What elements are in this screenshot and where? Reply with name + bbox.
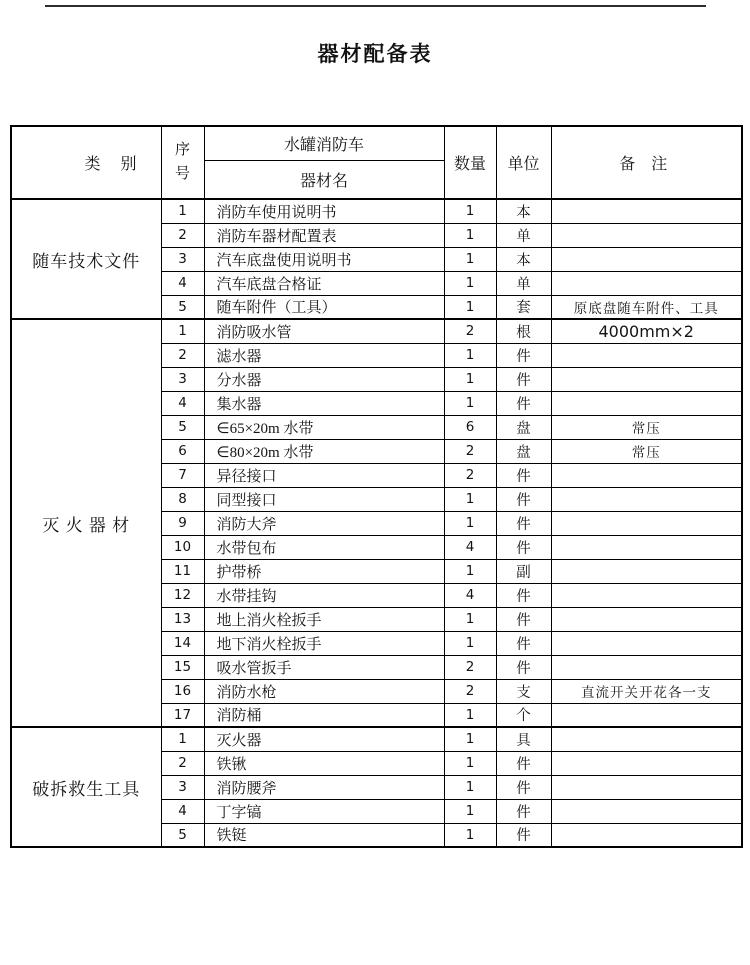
equipment-name-cell: 集水器: [204, 391, 444, 415]
unit-cell: 副: [496, 559, 551, 583]
quantity-cell: 1: [444, 199, 496, 223]
header-quantity: 数量: [444, 126, 496, 199]
table-header: [11, 126, 742, 199]
serial-cell: 1: [161, 319, 204, 343]
unit-cell: 个: [496, 703, 551, 727]
remark-cell: [551, 775, 742, 799]
table-row: [11, 319, 742, 343]
remark-cell: 常压: [551, 415, 742, 439]
equipment-name-cell: 水带挂钩: [204, 583, 444, 607]
equipment-name-cell: 消防大斧: [204, 511, 444, 535]
serial-cell: 3: [161, 367, 204, 391]
serial-cell: 4: [161, 391, 204, 415]
equipment-name-cell: ∈65×20m 水带: [204, 415, 444, 439]
serial-cell: 3: [161, 247, 204, 271]
remark-cell: [551, 727, 742, 751]
remark-cell: [551, 655, 742, 679]
remark-cell: [551, 823, 742, 847]
remark-cell: [551, 799, 742, 823]
category-cell: 随车技术文件: [11, 199, 161, 319]
equipment-name-cell: 消防腰斧: [204, 775, 444, 799]
unit-cell: 盘: [496, 439, 551, 463]
serial-cell: 2: [161, 343, 204, 367]
category-cell: 破拆救生工具: [11, 727, 161, 847]
equipment-name-cell: 汽车底盘使用说明书: [204, 247, 444, 271]
serial-cell: 8: [161, 487, 204, 511]
unit-cell: 件: [496, 631, 551, 655]
quantity-cell: 1: [444, 295, 496, 319]
remark-cell: 4000mm×2: [551, 319, 742, 343]
remark-cell: 常压: [551, 439, 742, 463]
quantity-cell: 2: [444, 679, 496, 703]
page-title: 器材配备表: [317, 42, 433, 66]
serial-cell: 6: [161, 439, 204, 463]
unit-cell: 件: [496, 823, 551, 847]
serial-cell: 5: [161, 415, 204, 439]
unit-cell: 单: [496, 223, 551, 247]
serial-cell: 12: [161, 583, 204, 607]
unit-cell: 件: [496, 655, 551, 679]
table-row: [11, 199, 742, 223]
serial-cell: 3: [161, 775, 204, 799]
remark-cell: [551, 751, 742, 775]
equipment-name-cell: 护带桥: [204, 559, 444, 583]
serial-cell: 11: [161, 559, 204, 583]
remark-cell: [551, 487, 742, 511]
serial-cell: 5: [161, 295, 204, 319]
unit-cell: 件: [496, 799, 551, 823]
quantity-cell: 1: [444, 247, 496, 271]
equipment-table-container: [10, 125, 743, 848]
unit-cell: 件: [496, 391, 551, 415]
quantity-cell: 2: [444, 655, 496, 679]
unit-cell: 件: [496, 583, 551, 607]
serial-cell: 4: [161, 271, 204, 295]
equipment-name-cell: 消防吸水管: [204, 319, 444, 343]
equipment-name-cell: 吸水管扳手: [204, 655, 444, 679]
unit-cell: 套: [496, 295, 551, 319]
unit-cell: 件: [496, 511, 551, 535]
equipment-name-cell: 随车附件（工具）: [204, 295, 444, 319]
equipment-name-cell: 消防车使用说明书: [204, 199, 444, 223]
unit-cell: 盘: [496, 415, 551, 439]
equipment-name-cell: 滤水器: [204, 343, 444, 367]
equipment-table: [10, 125, 743, 848]
quantity-cell: 1: [444, 775, 496, 799]
quantity-cell: 1: [444, 271, 496, 295]
quantity-cell: 4: [444, 535, 496, 559]
quantity-cell: 2: [444, 319, 496, 343]
unit-cell: 件: [496, 607, 551, 631]
unit-cell: 件: [496, 751, 551, 775]
serial-cell: 9: [161, 511, 204, 535]
unit-cell: 件: [496, 367, 551, 391]
equipment-name-cell: 分水器: [204, 367, 444, 391]
quantity-cell: 1: [444, 559, 496, 583]
category-cell: 灭 火 器 材: [11, 319, 161, 727]
quantity-cell: 1: [444, 511, 496, 535]
unit-cell: 件: [496, 535, 551, 559]
remark-cell: [551, 583, 742, 607]
equipment-name-cell: 铁铤: [204, 823, 444, 847]
serial-cell: 17: [161, 703, 204, 727]
remark-cell: [551, 559, 742, 583]
unit-cell: 本: [496, 247, 551, 271]
remark-cell: [551, 535, 742, 559]
remark-cell: [551, 511, 742, 535]
serial-cell: 13: [161, 607, 204, 631]
serial-cell: 1: [161, 199, 204, 223]
equipment-name-cell: 灭火器: [204, 727, 444, 751]
top-rule-divider: [45, 5, 706, 7]
quantity-cell: 1: [444, 487, 496, 511]
serial-cell: 10: [161, 535, 204, 559]
quantity-cell: 1: [444, 367, 496, 391]
table-row: [11, 727, 742, 751]
quantity-cell: 1: [444, 607, 496, 631]
quantity-cell: 1: [444, 703, 496, 727]
unit-cell: 件: [496, 775, 551, 799]
remark-cell: [551, 271, 742, 295]
serial-cell: 16: [161, 679, 204, 703]
equipment-name-cell: 消防水枪: [204, 679, 444, 703]
remark-cell: 直流开关开花各一支: [551, 679, 742, 703]
equipment-name-cell: 地下消火栓扳手: [204, 631, 444, 655]
equipment-name-cell: 地上消火栓扳手: [204, 607, 444, 631]
remark-cell: [551, 343, 742, 367]
equipment-name-cell: 水带包布: [204, 535, 444, 559]
quantity-cell: 4: [444, 583, 496, 607]
unit-cell: 件: [496, 463, 551, 487]
remark-cell: [551, 631, 742, 655]
serial-cell: 15: [161, 655, 204, 679]
quantity-cell: 6: [444, 415, 496, 439]
equipment-name-cell: ∈80×20m 水带: [204, 439, 444, 463]
remark-cell: [551, 367, 742, 391]
header-equipment-name: 器材名: [204, 160, 444, 199]
quantity-cell: 1: [444, 727, 496, 751]
equipment-name-cell: 铁锹: [204, 751, 444, 775]
remark-cell: [551, 703, 742, 727]
quantity-cell: 1: [444, 823, 496, 847]
remark-cell: 原底盘随车附件、工具: [551, 295, 742, 319]
serial-cell: 5: [161, 823, 204, 847]
serial-cell: 1: [161, 727, 204, 751]
quantity-cell: 2: [444, 463, 496, 487]
header-serial: [161, 126, 204, 199]
remark-cell: [551, 247, 742, 271]
header-remarks: 备 注: [551, 126, 742, 199]
quantity-cell: 1: [444, 391, 496, 415]
quantity-cell: 1: [444, 799, 496, 823]
remark-cell: [551, 607, 742, 631]
quantity-cell: 1: [444, 343, 496, 367]
header-unit: 单位: [496, 126, 551, 199]
unit-cell: 件: [496, 343, 551, 367]
header-serial-label: 序号: [174, 142, 190, 182]
serial-cell: 7: [161, 463, 204, 487]
unit-cell: 本: [496, 199, 551, 223]
unit-cell: 单: [496, 271, 551, 295]
unit-cell: 具: [496, 727, 551, 751]
quantity-cell: 2: [444, 439, 496, 463]
equipment-name-cell: 丁字镐: [204, 799, 444, 823]
serial-cell: 2: [161, 751, 204, 775]
equipment-name-cell: 同型接口: [204, 487, 444, 511]
quantity-cell: 1: [444, 223, 496, 247]
remark-cell: [551, 391, 742, 415]
remark-cell: [551, 223, 742, 247]
serial-cell: 14: [161, 631, 204, 655]
equipment-name-cell: 消防车器材配置表: [204, 223, 444, 247]
equipment-name-cell: 消防桶: [204, 703, 444, 727]
header-category: 类 别: [11, 126, 161, 199]
quantity-cell: 1: [444, 751, 496, 775]
equipment-name-cell: 异径接口: [204, 463, 444, 487]
header-row-1: [11, 126, 742, 160]
unit-cell: 支: [496, 679, 551, 703]
unit-cell: 根: [496, 319, 551, 343]
remark-cell: [551, 463, 742, 487]
remark-cell: [551, 199, 742, 223]
equipment-name-cell: 汽车底盘合格证: [204, 271, 444, 295]
table-body: [11, 199, 742, 847]
serial-cell: 2: [161, 223, 204, 247]
header-vehicle-type: 水罐消防车: [204, 126, 444, 160]
quantity-cell: 1: [444, 631, 496, 655]
unit-cell: 件: [496, 487, 551, 511]
serial-cell: 4: [161, 799, 204, 823]
